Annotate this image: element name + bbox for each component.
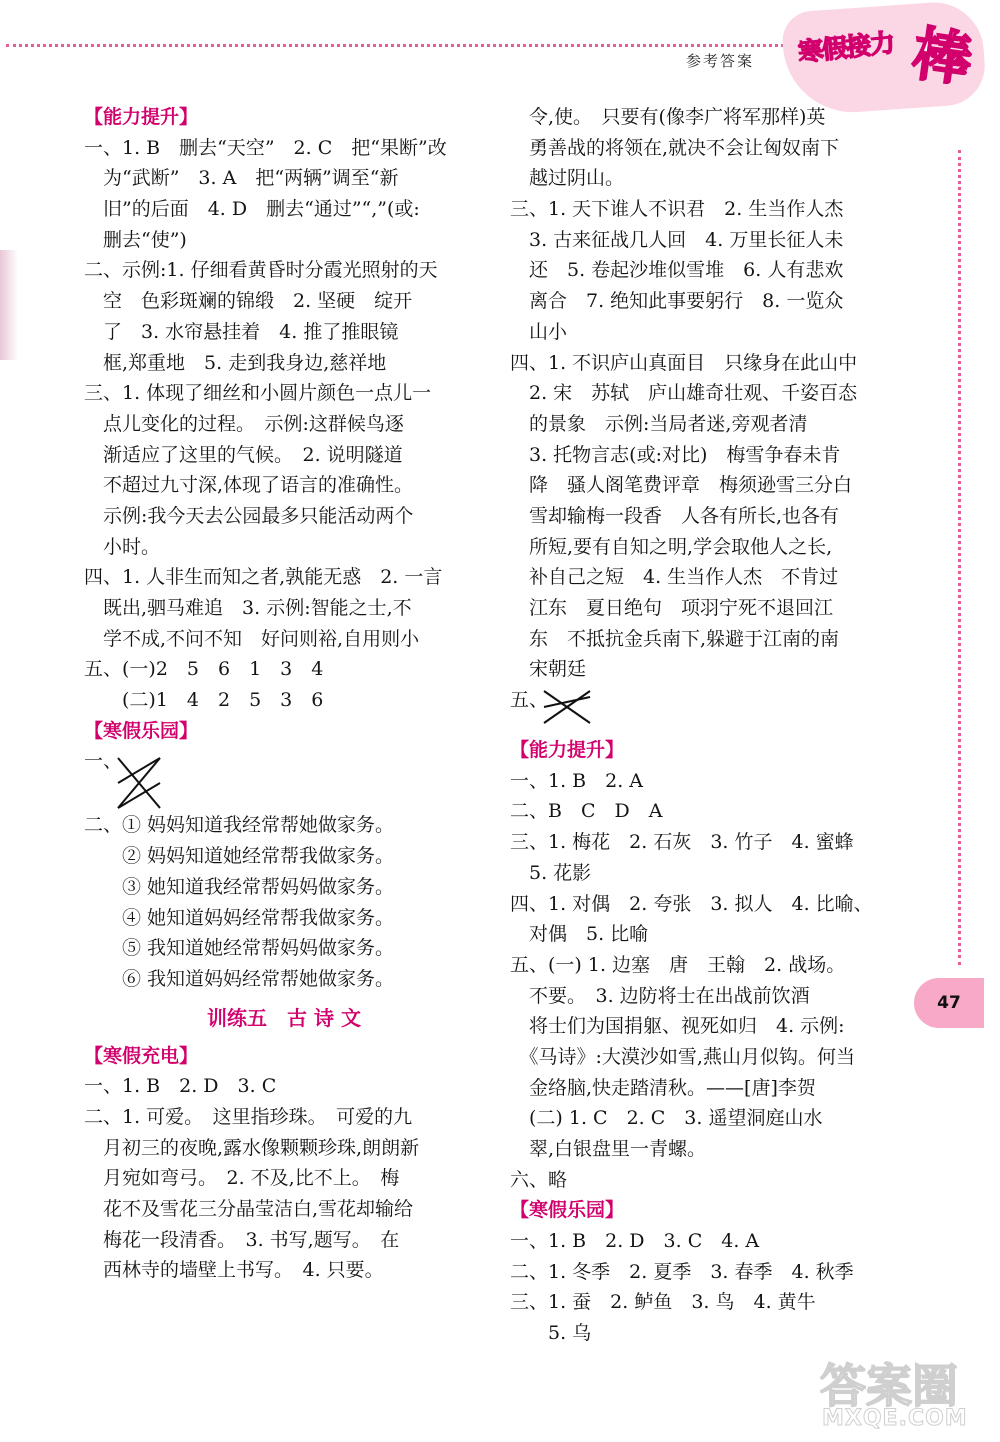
- answer-line: 勇善战的将领在,就决不会让匈奴南下: [510, 136, 840, 159]
- section-heading: 训练五 古 诗 文: [207, 1005, 361, 1030]
- answer-line: 越过阴山。: [510, 167, 625, 190]
- answer-line: 3. 托物言志(或:对比) 梅雪争春未肯: [510, 443, 841, 466]
- answer-line: 西林寺的墙壁上书写。 4. 只要。: [84, 1259, 384, 1282]
- section-tag: 【能力提升】: [510, 739, 625, 762]
- matching-line: [118, 783, 160, 808]
- answer-line: 东 不抵抗金兵南下,躲避于江南的南: [510, 627, 840, 650]
- answer-line: 二、1. 冬季 2. 夏季 3. 春季 4. 秋季: [510, 1260, 854, 1283]
- section-tag: 【寒假乐园】: [510, 1199, 625, 1222]
- answer-line: 所短,要有自知之明,学会取他人之长,: [510, 535, 833, 558]
- answer-line: 删去“使”): [84, 228, 187, 251]
- answer-line: 框,郑重地 5. 走到我身边,慈祥地: [84, 351, 387, 374]
- answer-line: ④ 她知道妈妈经常帮我做家务。: [84, 906, 395, 929]
- answer-line: ② 妈妈知道她经常帮我做家务。: [84, 845, 395, 868]
- answer-line: ③ 她知道我经常帮妈妈做家务。: [84, 875, 395, 898]
- answer-line: (二) 1. C 2. C 3. 遥望洞庭山水: [510, 1107, 823, 1130]
- answer-line: 宋朝廷: [510, 658, 587, 681]
- answer-line: 雪却输梅一段香 人各有所长,也各有: [510, 504, 840, 527]
- answer-line: 三、1. 天下谁人不识君 2. 生当作人杰: [510, 198, 844, 221]
- answer-line: 旧”的后面 4. D 删去“通过”“,”(或:: [84, 198, 420, 221]
- answer-line: 五、(一) 1. 边塞 唐 王翰 2. 战场。: [510, 953, 846, 976]
- answer-line: 《马诗》:大漠沙如雪,燕山月似钩。何当: [510, 1045, 855, 1068]
- answer-line: 补自己之短 4. 生当作人杰 不肯过: [510, 566, 839, 589]
- answer-line: 2. 宋 苏轼 庐山雄奇壮观、千姿百态: [510, 382, 858, 405]
- answer-line: 三、1. 体现了细丝和小圆片颜色一点儿一: [84, 382, 432, 405]
- answer-line: 山小: [510, 320, 568, 343]
- answer-line: 一、1. B 2. A: [510, 769, 644, 792]
- answer-line: 的景象 示例:当局者迷,旁观者清: [510, 412, 808, 435]
- header-label: 参考答案: [686, 52, 755, 70]
- answer-line: 渐适应了这里的气候。 2. 说明隧道: [84, 443, 403, 466]
- answer-line: 四、1. 不识庐山真面目 只缘身在此山中: [510, 351, 858, 374]
- page-edge-shadow: [0, 250, 18, 360]
- matching-line: [118, 758, 160, 783]
- answer-line: 为“武断” 3. A 把“两辆”调至“新: [84, 167, 399, 190]
- answer-line: 一、1. B 2. D 3. C 4. A: [510, 1230, 760, 1253]
- answer-line: 四、1. 人非生而知之者,孰能无惑 2. 一言: [84, 566, 443, 589]
- answer-line: 示例:我今天去公园最多只能活动两个: [84, 504, 414, 527]
- brand-logo-text: 寒假接力: [796, 28, 896, 67]
- answer-line: 降 骚人阁笔费评章 梅须逊雪三分白: [510, 474, 853, 497]
- answer-line: 空 色彩斑斓的锦缎 2. 坚硬 绽开: [84, 290, 413, 313]
- matching-exercise: [510, 685, 905, 735]
- left-column: [84, 102, 484, 1286]
- answer-line: 3. 古来征战几人回 4. 万里长征人未: [510, 228, 844, 251]
- watermark-url: MXQE.COM: [822, 1406, 968, 1431]
- answer-line: 5. 乌: [510, 1322, 592, 1345]
- answer-line: (二)1 4 2 5 3 6: [84, 689, 324, 712]
- section-tag: 【寒假充电】: [84, 1044, 199, 1067]
- answer-line: 对偶 5. 比喻: [510, 923, 649, 946]
- answer-line: 了 3. 水帘悬挂着 4. 推了推眼镜: [84, 320, 399, 343]
- matching-lines-left: [114, 754, 164, 812]
- brand-logo-big-char: 棒: [908, 19, 976, 95]
- answer-line: 学不成,不问不知 好问则裕,自用则小: [84, 627, 420, 650]
- answer-line: 梅花一段清香。 3. 书写,题写。 在: [84, 1228, 400, 1251]
- answer-line: 一、1. B 删去“天空” 2. C 把“果断”改: [84, 136, 447, 159]
- answer-line: 不要。 3. 边防将士在出战前饮酒: [510, 984, 810, 1007]
- answer-line: 既出,驷马难追 3. 示例:智能之士,不: [84, 597, 412, 619]
- right-column: [510, 102, 905, 1349]
- answer-line: 五、(一)2 5 6 1 3 4: [84, 658, 324, 681]
- page-number: 47: [914, 978, 984, 1028]
- right-dotted-rule: [958, 150, 961, 965]
- answer-line: 令,使。 只要有(像李广将军那样)英: [510, 106, 826, 128]
- answer-line: 金络脑,快走踏清秋。——[唐]李贺: [510, 1076, 816, 1099]
- matching-exercise: [84, 746, 484, 810]
- matching-lines-right: [542, 687, 592, 727]
- section-tag: 【寒假乐园】: [84, 719, 199, 742]
- answer-line: 翠,白银盘里一青螺。: [510, 1138, 707, 1160]
- answer-line: 花不及雪花三分晶莹洁白,雪花却输给: [84, 1198, 414, 1220]
- answer-line: 小时。: [84, 535, 161, 558]
- answer-line: 二、1. 可爱。 这里指珍珠。 可爱的九: [84, 1105, 413, 1128]
- watermark-seal: 答案圈: [820, 1359, 958, 1413]
- answer-line: ⑤ 我知道她经常帮妈妈做家务。: [84, 937, 395, 960]
- answer-line: 四、1. 对偶 2. 夸张 3. 拟人 4. 比喻、: [510, 892, 873, 915]
- answer-line: 点儿变化的过程。 示例:这群候鸟逐: [84, 412, 404, 435]
- answer-line: 月宛如弯弓。 2. 不及,比不上。 梅: [84, 1167, 400, 1190]
- matching-exercise-label: 一、: [84, 750, 123, 773]
- answer-line: 不超过九寸深,体现了语言的准确性。: [84, 474, 414, 497]
- answer-line: 江东 夏日绝句 项羽宁死不退回江: [510, 597, 834, 619]
- answer-line: ⑥ 我知道妈妈经常帮她做家务。: [84, 967, 395, 990]
- answer-line: 三、1. 蚕 2. 鲈鱼 3. 鸟 4. 黄牛: [510, 1291, 816, 1314]
- answer-line: 还 5. 卷起沙堆似雪堆 6. 人有悲欢: [510, 259, 844, 282]
- answer-line: 离合 7. 绝知此事要躬行 8. 一览众: [510, 290, 844, 313]
- answer-line: 六、略: [510, 1168, 568, 1191]
- answer-line: 二、B C D A: [510, 800, 663, 823]
- answer-line: 三、1. 梅花 2. 石灰 3. 竹子 4. 蜜蜂: [510, 831, 854, 854]
- answer-line: 5. 花影: [510, 861, 592, 884]
- matching-line: [544, 697, 590, 707]
- matching-exercise-label: 五、: [510, 689, 549, 712]
- top-dotted-rule: [6, 44, 796, 47]
- answer-line: 二、示例:1. 仔细看黄昏时分霞光照射的天: [84, 259, 438, 282]
- answer-line: 二、① 妈妈知道我经常帮她做家务。: [84, 814, 395, 837]
- section-tag: 【能力提升】: [84, 106, 199, 128]
- answer-line: 月初三的夜晚,露水像颗颗珍珠,朗朗新: [84, 1136, 420, 1159]
- answer-line: 一、1. B 2. D 3. C: [84, 1075, 277, 1098]
- answer-line: 将士们为国捐躯、视死如归 4. 示例:: [510, 1015, 845, 1038]
- site-watermark: [820, 1350, 970, 1435]
- brand-logo: [784, 6, 984, 110]
